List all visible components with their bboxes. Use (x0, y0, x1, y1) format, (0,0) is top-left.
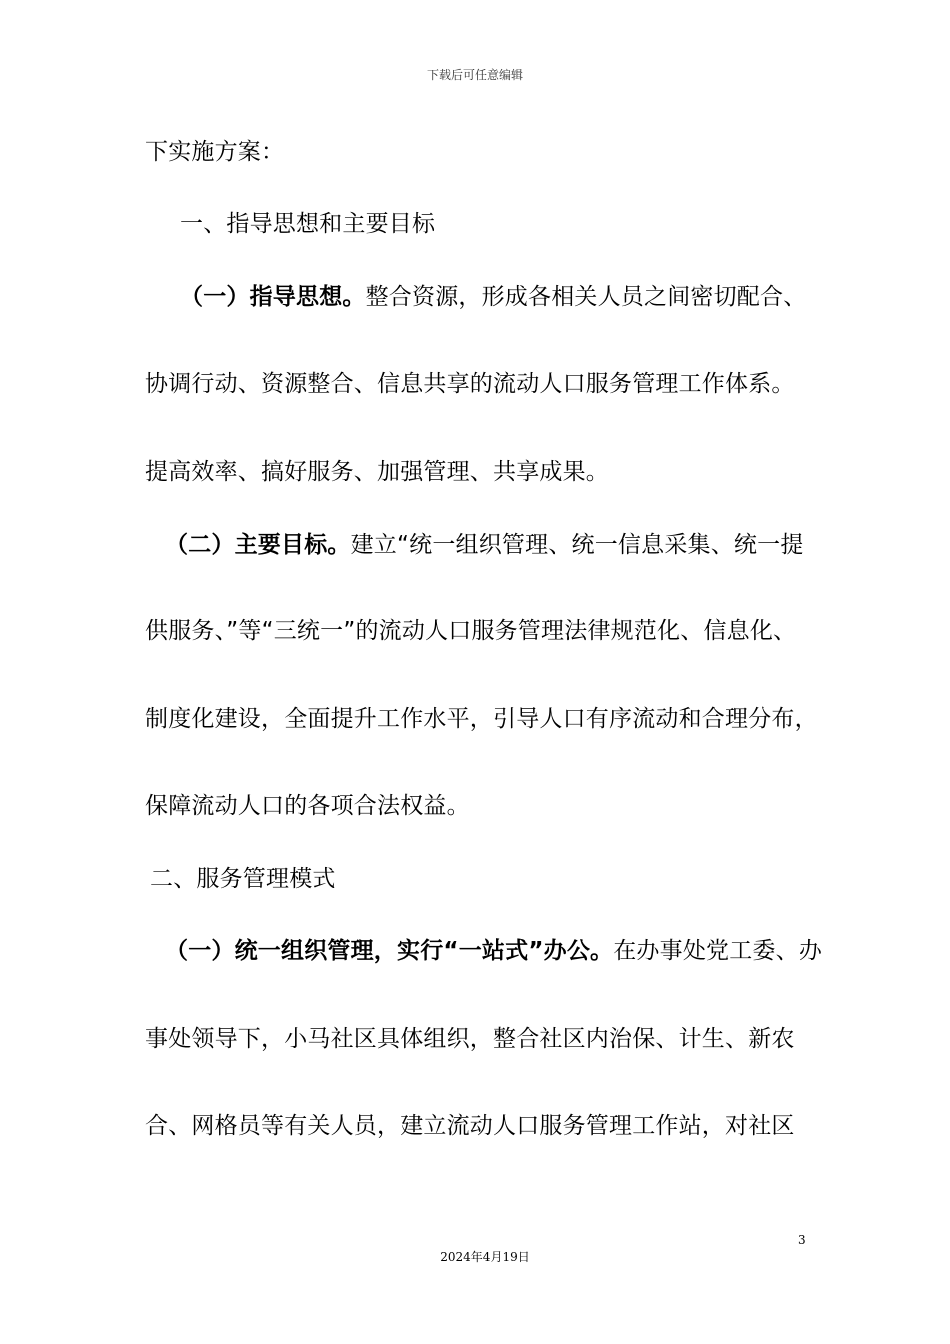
text-line: 供服务、”等“三统一”的流动人口服务管理法律规范化、信息化、 (145, 618, 797, 644)
text-line: 合、网格员等有关人员，建立流动人口服务管理工作站，对社区 (145, 1113, 795, 1139)
subheading-unified-management: （一）统一组织管理，实行“一站式”办公。 (165, 938, 614, 964)
text-line: 保障流动人口的各项合法权益。 (145, 793, 470, 819)
text-line: 下实施方案： (145, 139, 285, 165)
page-number: 3 (798, 1233, 806, 1247)
text-span: 建立“统一组织管理、统一信息采集、统一提 (350, 532, 804, 558)
paragraph-guiding-ideology (180, 282, 806, 312)
section-heading-2: 二、服务管理模式 (150, 866, 336, 892)
text-span: 在办事处党工委、办 (613, 938, 823, 964)
text-line: 提高效率、搞好服务、加强管理、共享成果。 (145, 459, 609, 485)
text-span: 整合资源，形成各相关人员之间密切配合、 (365, 284, 807, 310)
page-footer-date: 2024年4月19日 (440, 1250, 530, 1264)
text-line: 事处领导下，小马社区具体组织，整合社区内治保、计生、新农 (145, 1026, 795, 1052)
paragraph-unified-management (165, 936, 822, 966)
paragraph-main-goals (165, 530, 804, 560)
subheading-guiding-ideology: （一）指导思想。 (180, 284, 366, 310)
page-header: 下载后可任意编辑 (426, 68, 523, 82)
text-line: 协调行动、资源整合、信息共享的流动人口服务管理工作体系。 (145, 371, 795, 397)
section-heading-1: 一、指导思想和主要目标 (180, 211, 436, 237)
text-line: 制度化建设，全面提升工作水平，引导人口有序流动和合理分布， (145, 706, 818, 732)
subheading-main-goals: （二）主要目标。 (165, 532, 351, 558)
